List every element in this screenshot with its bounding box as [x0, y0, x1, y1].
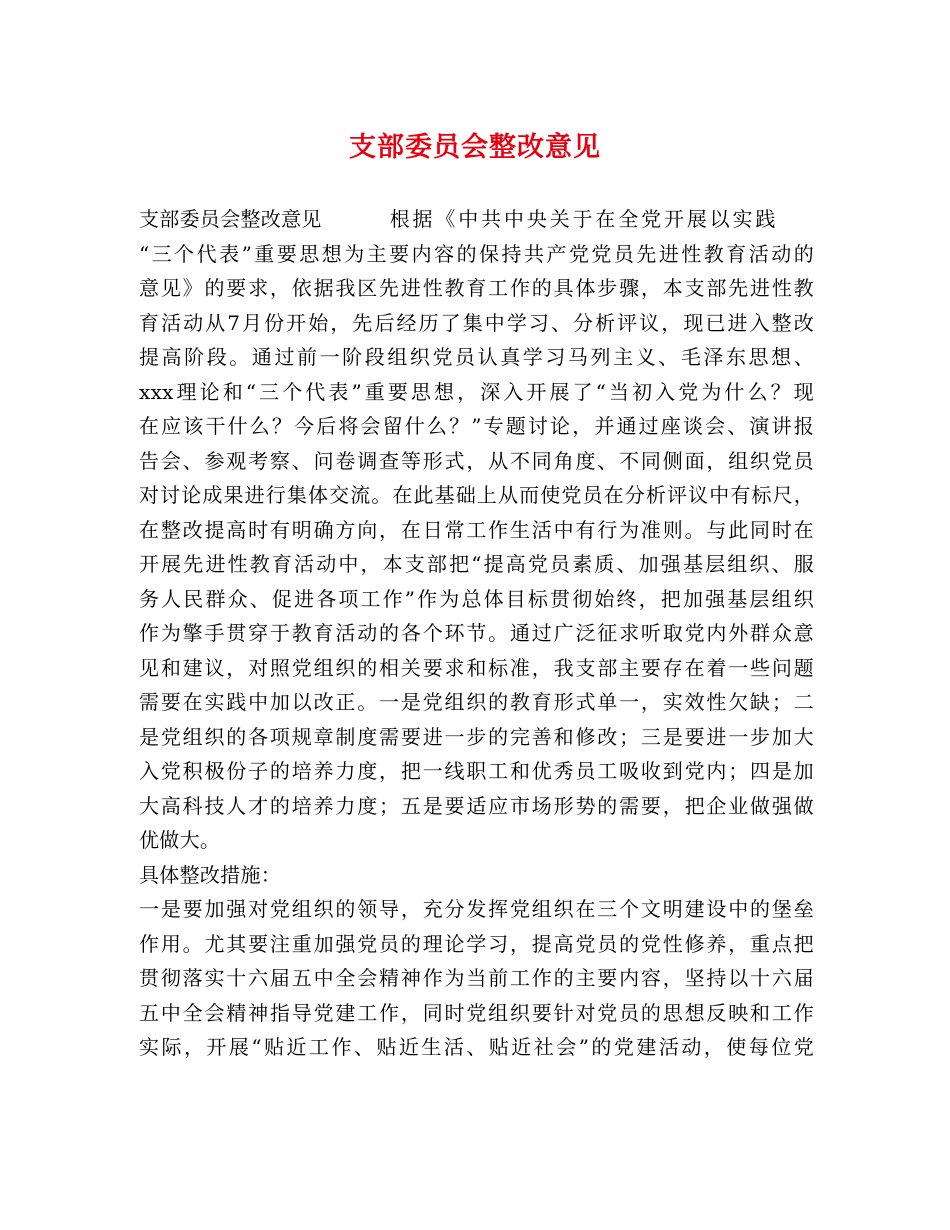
body-line: 对讨论成果进行集体交流。在此基础上从而使党员在分析评议中有标尺，: [139, 483, 814, 507]
document-title: 支部委员会整改意见: [349, 132, 601, 163]
body-line-1: [139, 202, 814, 237]
body-line: “三个代表”重要思想为主要内容的保持共产党党员先进性教育活动的: [139, 241, 814, 266]
body-line: xxx理论和“三个代表”重要思想，深入开展了“当初入党为什么？现: [139, 379, 814, 404]
body-line: 实际，开展“贴近工作、贴近生活、贴近社会”的党建活动，使每位党: [139, 1035, 814, 1059]
section-heading: 具体整改措施：: [139, 862, 282, 887]
body-line: 告会、参观考察、问卷调查等形式，从不同角度、不同侧面，组织党员: [139, 448, 814, 473]
body-line: 作为擎手贯穿于教育活动的各个环节。通过广泛征求听取党内外群众意: [139, 621, 814, 645]
body-line: 意见》的要求，依据我区先进性教育工作的具体步骤，本支部先进性教: [139, 276, 814, 300]
body-line-1-text: 根据《中共中央关于在全党开展以实践: [389, 207, 776, 231]
body-line: 大高科技人才的培养力度；五是要适应市场形势的需要，把企业做强做: [139, 793, 814, 818]
body-line: 见和建议，对照党组织的相关要求和标准，我支部主要存在着一些问题: [139, 655, 814, 680]
body-line: 五中全会精神指导党建工作，同时党组织要针对党员的思想反映和工作: [139, 1000, 814, 1025]
body-line: 开展先进性教育活动中，本支部把“提高党员素质、加强基层组织、服: [139, 552, 814, 576]
body-line: 在应该干什么？今后将会留什么？”专题讨论，并通过座谈会、演讲报: [139, 414, 814, 438]
body-line: 提高阶段。通过前一阶段组织党员认真学习马列主义、毛泽东思想、: [139, 345, 814, 369]
document-body: [139, 202, 814, 1065]
body-line: 一是要加强对党组织的领导，充分发挥党组织在三个文明建设中的堡垒: [139, 897, 814, 921]
body-line: 入党积极份子的培养力度，把一线职工和优秀员工吸收到党内；四是加: [139, 759, 814, 783]
body-line: 贯彻落实十六届五中全会精神作为当前工作的主要内容，坚持以十六届: [139, 966, 814, 990]
body-line: 育活动从7月份开始，先后经历了集中学习、分析评议，现已进入整改: [139, 310, 814, 335]
body-line: 在整改提高时有明确方向，在日常工作生活中有行为准则。与此同时在: [139, 517, 814, 542]
body-line: 作用。尤其要注重加强党员的理论学习，提高党员的党性修养，重点把: [139, 931, 814, 956]
body-subtitle: 支部委员会整改意见: [139, 207, 322, 231]
body-line: 是党组织的各项规章制度需要进一步的完善和修改；三是要进一步加大: [139, 724, 814, 749]
body-line: 优做大。: [139, 828, 221, 852]
body-line: 务人民群众、促进各项工作”作为总体目标贯彻始终，把加强基层组织: [139, 586, 814, 611]
body-line: 需要在实践中加以改正。一是党组织的教育形式单一，实效性欠缺；二: [139, 690, 814, 714]
